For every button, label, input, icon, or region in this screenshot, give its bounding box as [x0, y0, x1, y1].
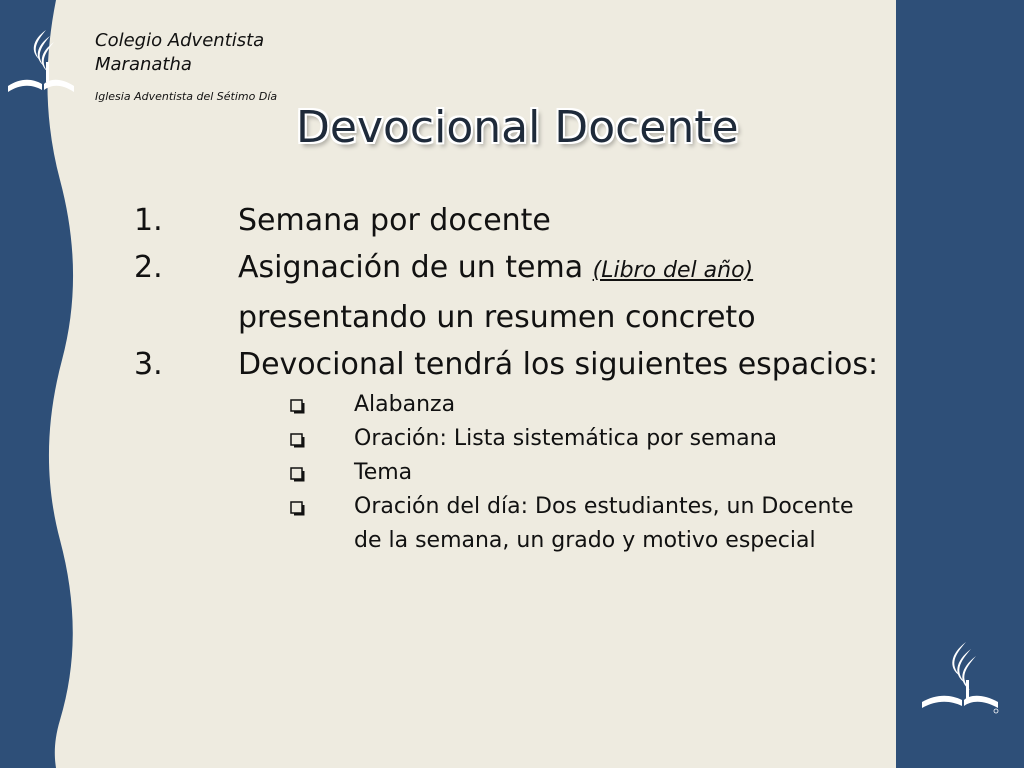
- list-item-3: [134, 341, 894, 388]
- left-wave-panel: [0, 0, 73, 768]
- checkbox-square-icon: [290, 399, 305, 414]
- list-item-2: [134, 244, 894, 341]
- slide-content: [134, 197, 894, 558]
- list-text: Semana por docente: [238, 203, 551, 238]
- sub-list-item: [134, 388, 874, 422]
- list-number: 2.: [134, 250, 163, 285]
- sub-list-item: [134, 490, 874, 558]
- list-text-main: Asignación de un tema: [238, 250, 593, 285]
- school-name-line2: Maranatha: [95, 54, 192, 75]
- slide-title: Devocional Docente: [296, 102, 739, 153]
- list-text-continued: presentando un resumen concreto: [238, 300, 756, 335]
- adventist-logo-icon: [920, 638, 1000, 714]
- church-name: Iglesia Adventista del Sétimo Día: [95, 90, 278, 103]
- adventist-logo-icon: [6, 26, 76, 98]
- checkbox-square-icon: [290, 433, 305, 448]
- checkbox-square-icon: [290, 467, 305, 482]
- list-text: Devocional tendrá los siguientes espacios:: [238, 347, 879, 382]
- sub-list-text: Oración del día: Dos estudiantes, un Docente de la semana, un grado y motivo especial: [354, 494, 854, 553]
- checkbox-square-icon: [290, 501, 305, 516]
- sub-list: [134, 388, 894, 558]
- sub-list-item: [134, 422, 874, 456]
- list-note: (Libro del año): [592, 258, 754, 283]
- list-number: 1.: [134, 203, 163, 238]
- school-name-line1: Colegio Adventista: [95, 30, 265, 51]
- school-name: [95, 29, 264, 77]
- list-number: 3.: [134, 347, 163, 382]
- list-text: [238, 244, 894, 341]
- sub-list-text: Alabanza: [354, 392, 456, 417]
- sub-list-item: [134, 456, 874, 490]
- list-item-1: [134, 197, 894, 244]
- sub-list-text: Oración: Lista sistemática por semana: [354, 426, 778, 451]
- sub-list-text: Tema: [354, 460, 413, 485]
